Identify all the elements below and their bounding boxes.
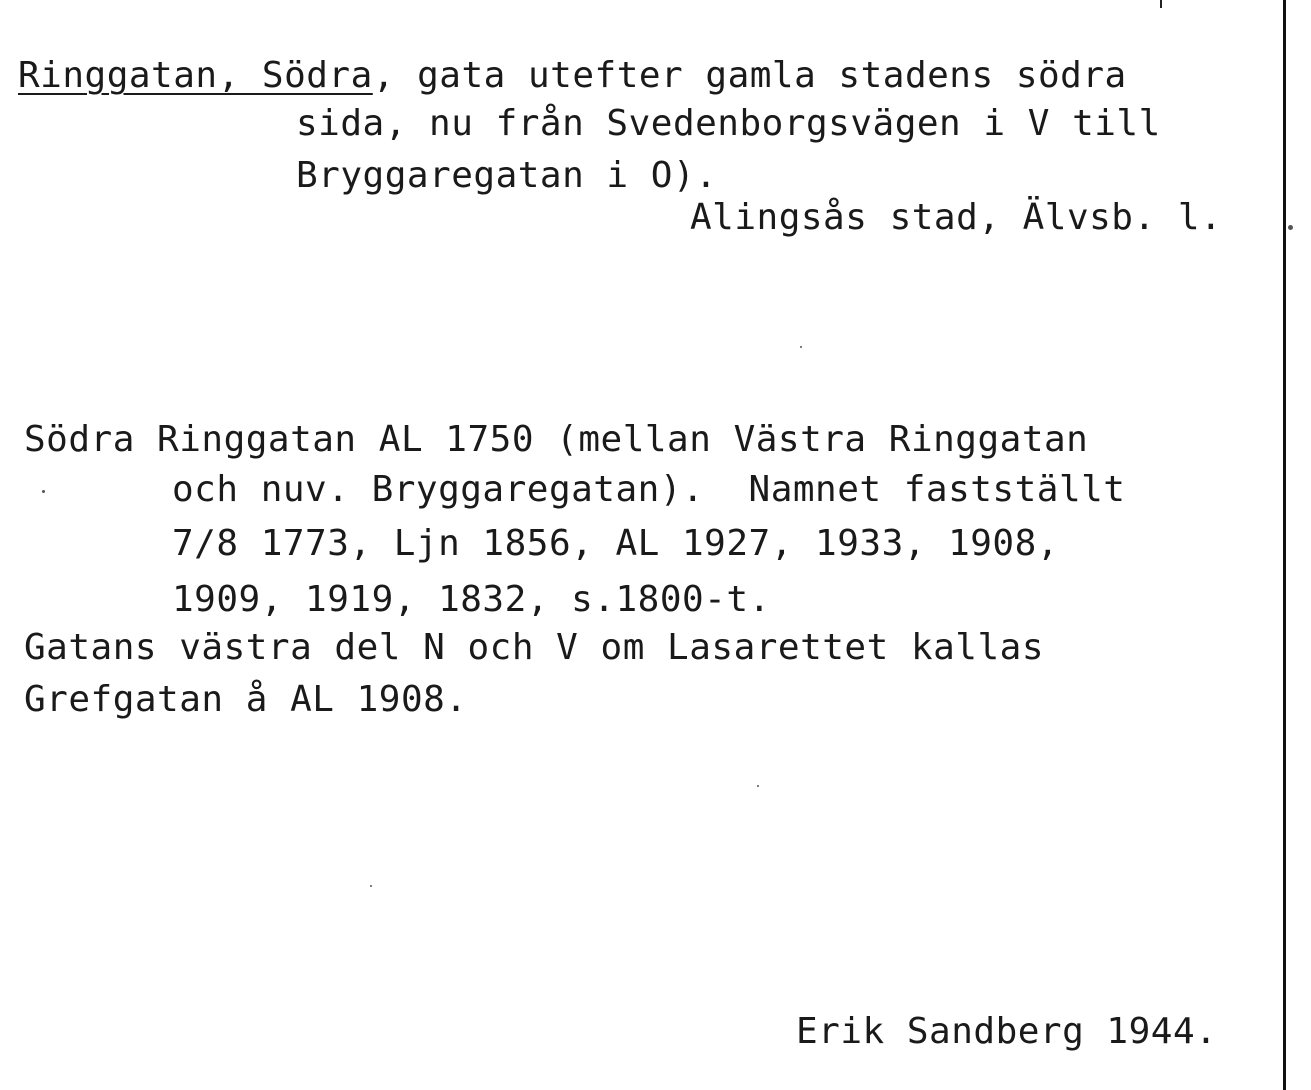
- scan-speck: [800, 346, 802, 348]
- entry-heading-line: [18, 56, 1127, 96]
- note-line-6: Grefgatan å AL 1908.: [24, 679, 468, 720]
- heading-continuation: , gata utefter gamla stadens södra: [372, 55, 1127, 96]
- entry-line-2: sida, nu från Svedenborgsvägen i V till: [296, 103, 1161, 144]
- entry-line-3: Bryggaregatan i O).: [296, 155, 718, 196]
- card-corner-mark: [1160, 0, 1162, 8]
- scan-speck: [1288, 225, 1293, 230]
- scan-speck: [370, 885, 372, 887]
- signature: Erik Sandberg 1944.: [796, 1011, 1218, 1052]
- card-right-edge: [1283, 0, 1286, 1090]
- scan-speck: [42, 490, 45, 493]
- headword: Ringgatan, Södra: [18, 55, 373, 96]
- note-line-3: 7/8 1773, Ljn 1856, AL 1927, 1933, 1908,: [172, 523, 1059, 564]
- note-line-4: 1909, 1919, 1832, s.1800-t.: [172, 579, 771, 620]
- scan-speck: [757, 785, 759, 787]
- entry-location: Alingsås stad, Älvsb. l.: [690, 197, 1223, 238]
- note-line-1: Södra Ringgatan AL 1750 (mellan Västra Ringgatan: [24, 419, 1089, 460]
- note-line-2: och nuv. Bryggaregatan). Namnet fastställt: [172, 469, 1126, 510]
- note-line-5: Gatans västra del N och V om Lasarettet kallas: [24, 627, 1044, 668]
